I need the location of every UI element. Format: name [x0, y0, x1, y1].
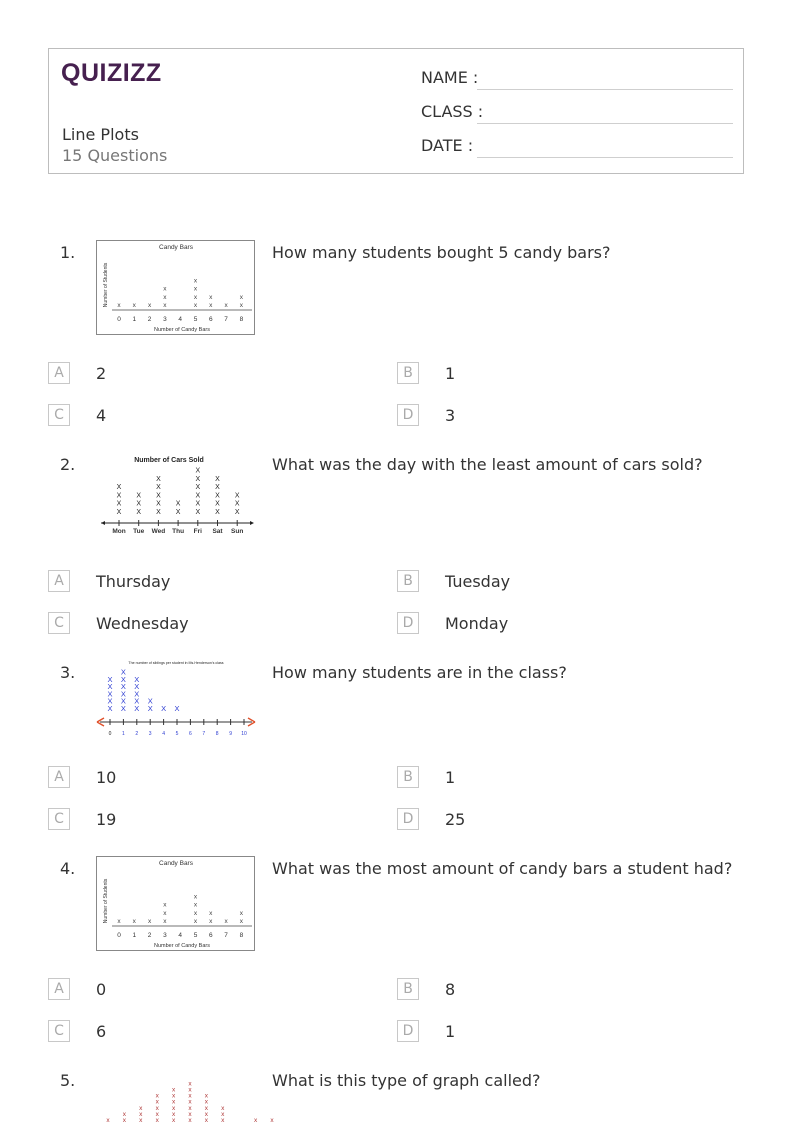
data-point-x: x [155, 1092, 159, 1100]
tick-label: 1 [132, 932, 137, 939]
data-point-x: x [188, 1092, 192, 1100]
chart-title: Candy Bars [159, 244, 193, 251]
data-point-x: X [161, 704, 167, 713]
data-point-x: X [134, 674, 140, 684]
data-point-x: x [253, 1117, 258, 1123]
tick-label: 8 [215, 731, 219, 737]
data-point-x: X [156, 500, 161, 508]
tick-label: 8 [239, 932, 244, 939]
tick-label: 2 [135, 731, 139, 737]
data-point-x: X [136, 492, 142, 500]
tick-label: 8 [239, 316, 244, 323]
tick-label: Sun [231, 528, 244, 535]
data-point-x: x [147, 302, 152, 309]
data-point-x: x [188, 1098, 192, 1106]
tick-label: 2 [147, 316, 152, 323]
question-number: 4. [60, 859, 76, 878]
data-point-x: x [239, 909, 244, 917]
option-letter-b[interactable]: B [397, 362, 419, 384]
data-point-x: x [193, 293, 198, 301]
tick-label: 0 [117, 932, 121, 939]
tick-label: Mon [112, 528, 126, 535]
option-text[interactable]: Thursday [96, 572, 171, 591]
data-point-x: X [120, 674, 126, 684]
name-label: NAME : [421, 68, 479, 87]
data-point-x: X [120, 682, 126, 692]
option-text[interactable]: 4 [96, 406, 107, 425]
data-point-x: x [171, 1086, 176, 1094]
data-point-x: X [136, 509, 142, 516]
data-point-x: x [117, 302, 121, 309]
chart-title: Candy Bars [159, 860, 193, 867]
data-point-x: X [134, 689, 140, 699]
tick-label: Sat [212, 528, 223, 535]
data-point-x: x [155, 1104, 159, 1112]
data-point-x: x [224, 918, 228, 925]
data-point-x: x [193, 893, 198, 901]
data-point-x: x [171, 1104, 176, 1112]
data-point-x: x [204, 1104, 209, 1112]
data-point-x: X [120, 667, 126, 677]
data-point-x: X [175, 500, 181, 508]
data-point-x: X [134, 704, 140, 713]
data-point-x: x [171, 1110, 176, 1118]
data-point-x: x [163, 901, 167, 909]
question-text: How many students are in the class? [272, 663, 567, 682]
data-point-x: x [132, 918, 136, 925]
data-point-x: x [163, 302, 167, 309]
data-point-x: X [116, 484, 122, 492]
question-number: 5. [60, 1071, 76, 1090]
option-letter-b[interactable]: B [397, 978, 419, 1000]
data-point-x: X [136, 500, 142, 508]
data-point-x: X [215, 492, 220, 500]
data-point-x: x [139, 1110, 143, 1118]
data-point-x: X [156, 475, 161, 483]
tick-label: Fri [193, 528, 202, 535]
option-letter-d[interactable]: D [397, 612, 419, 634]
tick-label: 0 [117, 316, 121, 323]
data-point-x: x [163, 285, 167, 293]
option-text[interactable]: Monday [445, 614, 509, 633]
quizizz-logo: QUIZIZZ [61, 59, 162, 87]
option-letter-c[interactable]: C [48, 404, 70, 426]
data-point-x: x [193, 285, 198, 293]
tick-label: 9 [229, 731, 232, 737]
tick-label: 3 [163, 932, 167, 939]
data-point-x: x [193, 909, 198, 917]
option-text[interactable]: 1 [445, 364, 456, 383]
option-text[interactable]: 25 [445, 810, 466, 829]
data-point-x: X [215, 475, 220, 483]
data-point-x: X [107, 682, 113, 692]
option-letter-a[interactable]: A [48, 570, 70, 592]
tick-label: 5 [193, 316, 198, 323]
data-point-x: X [175, 509, 181, 516]
data-point-x: X [134, 696, 140, 706]
data-point-x: X [116, 500, 122, 508]
date-label: DATE : [421, 136, 474, 155]
tick-label: 6 [208, 316, 213, 323]
chart-title: The number of siblings per student in Ms.Henderson's class [128, 661, 224, 665]
option-letter-b[interactable]: B [397, 570, 419, 592]
data-point-x: X [195, 500, 201, 508]
data-point-x: x [204, 1117, 209, 1123]
data-point-x: X [156, 509, 161, 516]
data-point-x: X [215, 484, 220, 492]
data-point-x: X [107, 704, 113, 713]
chart-x-label: Number of Candy Bars [154, 943, 210, 949]
data-point-x: X [195, 475, 201, 483]
name-field[interactable] [477, 89, 733, 90]
option-text[interactable]: 6 [96, 1022, 107, 1041]
tick-label: 4 [178, 932, 183, 939]
option-letter-c[interactable]: C [48, 808, 70, 830]
data-point-x: x [204, 1092, 209, 1100]
data-point-x: x [239, 293, 244, 301]
option-text[interactable]: 1 [445, 768, 456, 787]
option-letter-a[interactable]: A [48, 978, 70, 1000]
data-point-x: X [120, 704, 126, 713]
tick-label: Tue [133, 528, 145, 535]
data-point-x: X [107, 689, 113, 699]
data-point-x: x [239, 918, 244, 925]
data-point-x: X [147, 704, 153, 713]
option-letter-a[interactable]: A [48, 766, 70, 788]
option-letter-d[interactable]: D [397, 1020, 419, 1042]
data-point-x: X [215, 500, 220, 508]
option-letter-d[interactable]: D [397, 808, 419, 830]
data-point-x: X [234, 509, 240, 516]
data-point-x: x [155, 1110, 159, 1118]
tick-label: 5 [193, 932, 198, 939]
data-point-x: X [174, 704, 180, 713]
data-point-x: X [156, 484, 161, 492]
option-letter-d[interactable]: D [397, 404, 419, 426]
data-point-x: x [106, 1117, 110, 1123]
data-point-x: x [270, 1117, 274, 1123]
data-point-x: X [120, 696, 126, 706]
option-letter-c[interactable]: C [48, 1020, 70, 1042]
data-point-x: X [116, 492, 122, 500]
data-point-x: x [221, 1104, 225, 1112]
option-text[interactable]: 19 [96, 810, 117, 829]
data-point-x: x [163, 909, 167, 917]
class-label: CLASS : [421, 102, 484, 121]
option-letter-c[interactable]: C [48, 612, 70, 634]
date-field[interactable] [477, 157, 733, 158]
data-point-x: x [204, 1098, 209, 1106]
question-1-chart [96, 240, 256, 336]
question-2-chart [96, 452, 258, 538]
data-point-x: x [193, 277, 198, 285]
data-point-x: X [195, 467, 201, 475]
data-point-x: x [188, 1104, 192, 1112]
data-point-x: x [155, 1117, 159, 1123]
tick-label: 0 [108, 731, 112, 737]
data-point-x: x [155, 1098, 159, 1106]
question-number: 3. [60, 663, 76, 682]
tick-label: 3 [148, 731, 152, 737]
option-text[interactable]: 2 [96, 364, 107, 383]
tick-label: 10 [241, 731, 247, 737]
data-point-x: x [117, 918, 121, 925]
tick-label: 6 [208, 932, 213, 939]
tick-label: 7 [202, 731, 206, 737]
tick-label: 4 [178, 316, 183, 323]
worksheet-header [48, 48, 744, 174]
data-point-x: X [107, 674, 113, 684]
data-point-x: x [193, 918, 198, 925]
data-point-x: x [122, 1117, 127, 1123]
question-text: What was the day with the least amount of cars sold? [272, 455, 703, 474]
data-point-x: x [239, 302, 244, 309]
data-point-x: X [156, 492, 161, 500]
question-text: How many students bought 5 candy bars? [272, 243, 611, 262]
option-text[interactable]: 1 [445, 1022, 456, 1041]
question-count: 15 Questions [62, 146, 168, 165]
data-point-x: x [209, 918, 213, 925]
question-number: 2. [60, 455, 76, 474]
chart-y-label: Number of Students [103, 262, 109, 308]
data-point-x: x [171, 1098, 176, 1106]
question-3-chart [96, 658, 258, 740]
option-letter-a[interactable]: A [48, 362, 70, 384]
tick-label: 1 [122, 731, 125, 737]
data-point-x: X [195, 484, 201, 492]
data-point-x: x [204, 1110, 209, 1118]
tick-label: Wed [151, 528, 166, 535]
question-4-chart [96, 856, 256, 952]
data-point-x: x [132, 302, 136, 309]
tick-label: 6 [189, 731, 192, 737]
data-point-x: x [193, 302, 198, 309]
tick-label: 7 [224, 316, 228, 323]
data-point-x: x [163, 293, 167, 301]
tick-label: 4 [162, 731, 165, 737]
worksheet-title: Line Plots [62, 125, 139, 144]
data-point-x: x [209, 909, 213, 917]
data-point-x: x [171, 1092, 176, 1100]
tick-label: 3 [163, 316, 167, 323]
option-text[interactable]: Wednesday [96, 614, 189, 633]
option-text[interactable]: 10 [96, 768, 117, 787]
data-point-x: X [116, 509, 122, 516]
option-text[interactable]: 0 [96, 980, 107, 999]
data-point-x: x [122, 1110, 127, 1118]
tick-label: Thu [172, 528, 185, 535]
chart-x-label: Number of Candy Bars [154, 327, 210, 333]
data-point-x: x [209, 302, 213, 309]
option-letter-b[interactable]: B [397, 766, 419, 788]
question-number: 1. [60, 243, 76, 262]
data-point-x: x [188, 1080, 192, 1088]
data-point-x: x [221, 1110, 225, 1118]
data-point-x: x [224, 302, 228, 309]
data-point-x: x [209, 293, 213, 301]
data-point-x: x [188, 1110, 192, 1118]
data-point-x: X [195, 492, 201, 500]
data-point-x: X [195, 509, 201, 516]
question-5-chart [96, 1066, 274, 1123]
data-point-x: X [234, 500, 240, 508]
data-point-x: x [139, 1117, 143, 1123]
chart-y-label: Number of Students [103, 878, 109, 924]
tick-label: 1 [132, 316, 137, 323]
data-point-x: x [147, 918, 152, 925]
data-point-x: x [171, 1117, 176, 1123]
data-point-x: X [215, 509, 220, 516]
data-point-x: X [147, 696, 153, 706]
class-field[interactable] [477, 123, 733, 124]
question-text: What is this type of graph called? [272, 1071, 541, 1090]
data-point-x: x [188, 1117, 192, 1123]
data-point-x: x [139, 1104, 143, 1112]
data-point-x: X [134, 682, 140, 692]
data-point-x: X [234, 492, 240, 500]
tick-label: 7 [224, 932, 228, 939]
data-point-x: x [221, 1117, 225, 1123]
option-text[interactable]: 8 [445, 980, 456, 999]
option-text[interactable]: Tuesday [445, 572, 511, 591]
data-point-x: X [107, 696, 113, 706]
data-point-x: x [163, 918, 167, 925]
tick-label: 2 [147, 932, 152, 939]
question-text: What was the most amount of candy bars a student had? [272, 859, 733, 878]
tick-label: 5 [175, 731, 179, 737]
option-text[interactable]: 3 [445, 406, 456, 425]
chart-title: Number of Cars Sold [134, 457, 204, 464]
data-point-x: x [188, 1086, 192, 1094]
data-point-x: X [120, 689, 126, 699]
data-point-x: x [193, 901, 198, 909]
